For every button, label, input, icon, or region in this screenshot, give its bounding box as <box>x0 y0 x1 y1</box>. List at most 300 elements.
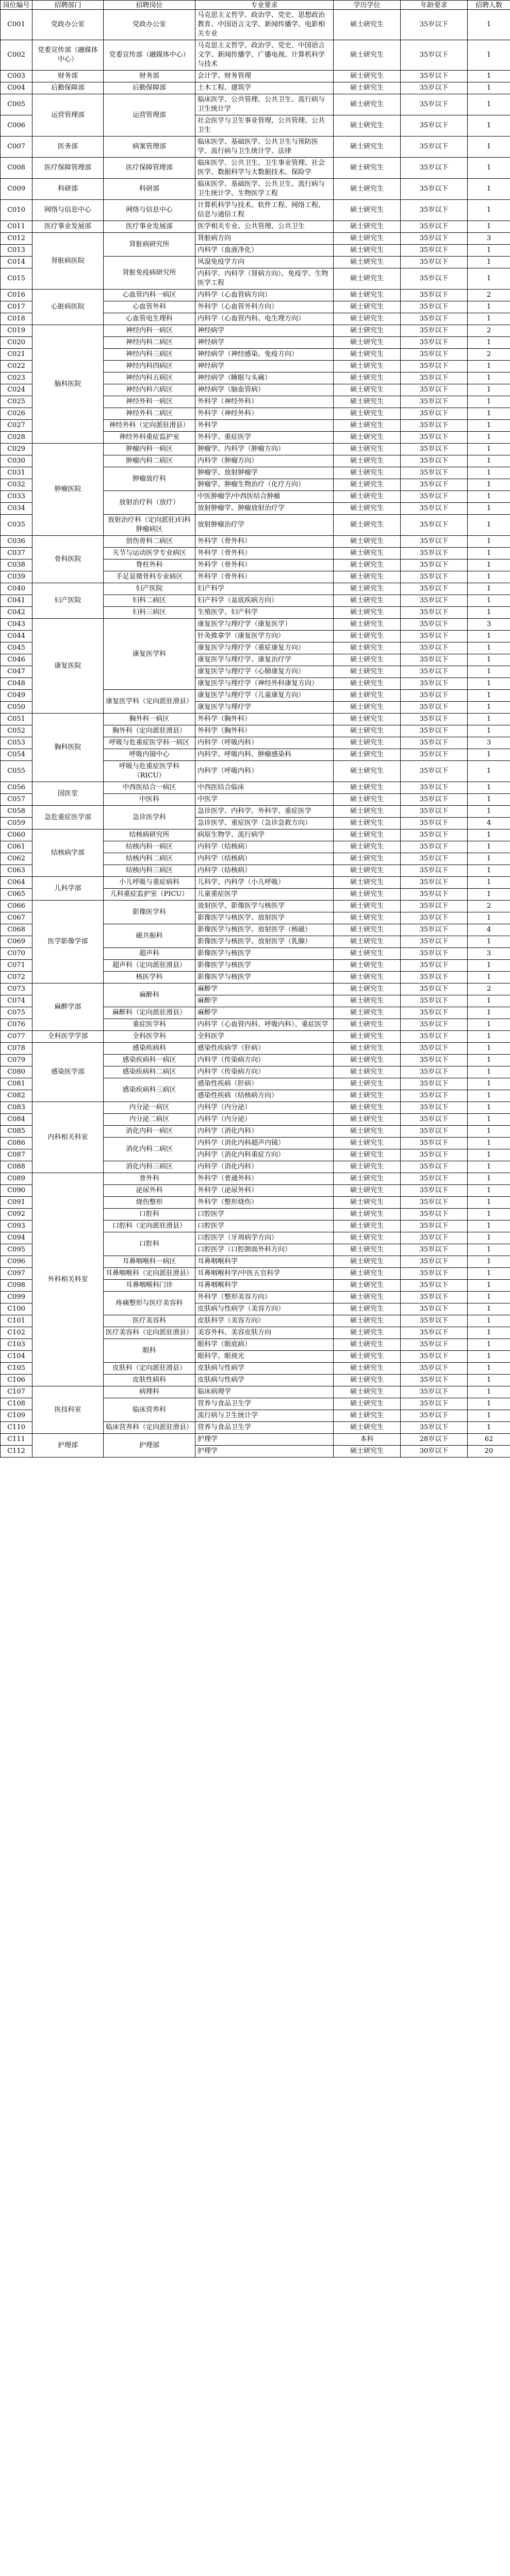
cell-department: 国医堂 <box>32 782 104 806</box>
cell-count: 1 <box>468 1256 510 1268</box>
cell-count: 2 <box>468 901 510 912</box>
cell-age: 35岁以下 <box>401 467 468 479</box>
cell-age: 35岁以下 <box>401 515 468 536</box>
cell-age: 35岁以下 <box>401 233 468 245</box>
cell-post-code: C061 <box>1 841 32 853</box>
cell-position: 消化内科二病区 <box>104 1138 195 1161</box>
cell-age: 35岁以下 <box>401 372 468 384</box>
cell-major: 中医学 <box>195 794 334 806</box>
cell-degree: 硕士研究生 <box>334 1386 401 1398</box>
cell-major: 影像医学与核医学 <box>195 960 334 972</box>
cell-degree: 硕士研究生 <box>334 408 401 420</box>
cell-degree: 硕士研究生 <box>334 349 401 361</box>
cell-post-code: C045 <box>1 642 32 654</box>
cell-position: 后勤保障部 <box>104 82 195 94</box>
cell-degree: 硕士研究生 <box>334 841 401 853</box>
cell-major: 内科学（消化内科重症方向） <box>195 1149 334 1161</box>
cell-count: 1 <box>468 1019 510 1031</box>
cell-degree: 硕士研究生 <box>334 491 401 503</box>
cell-age: 35岁以下 <box>401 1280 468 1292</box>
cell-age: 35岁以下 <box>401 337 468 349</box>
cell-degree: 硕士研究生 <box>334 901 401 912</box>
cell-degree: 本科 <box>334 1434 401 1446</box>
table-row <box>1 536 510 548</box>
cell-age: 35岁以下 <box>401 806 468 818</box>
cell-count: 1 <box>468 1339 510 1351</box>
cell-age: 35岁以下 <box>401 782 468 794</box>
cell-degree: 硕士研究生 <box>334 782 401 794</box>
cell-position: 运营管理部 <box>104 94 195 137</box>
cell-position: 科研部 <box>104 179 195 200</box>
cell-department: 麻醉学部 <box>32 984 104 1031</box>
cell-major: 外科学（神经外科） <box>195 396 334 408</box>
cell-major: 神经病学 <box>195 325 334 337</box>
cell-post-code: C018 <box>1 313 32 325</box>
cell-position: 口腔科 <box>104 1232 195 1256</box>
cell-count: 1 <box>468 642 510 654</box>
cell-degree: 硕士研究生 <box>334 1055 401 1066</box>
cell-major: 肿瘤学、内科学（肿瘤方向） <box>195 444 334 455</box>
cell-age: 35岁以下 <box>401 725 468 737</box>
cell-count: 1 <box>468 1149 510 1161</box>
cell-degree: 硕士研究生 <box>334 1398 401 1410</box>
cell-position: 中医科 <box>104 794 195 806</box>
cell-count: 1 <box>468 666 510 678</box>
table-row <box>1 158 510 179</box>
cell-post-code: C076 <box>1 1019 32 1031</box>
cell-major: 麻醉学 <box>195 1007 334 1019</box>
cell-major: 临床医学、公共卫生、卫生事业管理、社会医学、数据科学与大数据技术、保险学 <box>195 158 334 179</box>
cell-major: 感染性疾病学（肝病） <box>195 1043 334 1055</box>
header-post-code: 岗位编号 <box>1 1 32 10</box>
cell-position: 妇科三病区 <box>104 607 195 619</box>
cell-degree: 硕士研究生 <box>334 325 401 337</box>
cell-age: 35岁以下 <box>401 503 468 515</box>
cell-major: 营养与食品卫生学 <box>195 1422 334 1434</box>
cell-count: 1 <box>468 1221 510 1232</box>
cell-degree: 硕士研究生 <box>334 1019 401 1031</box>
cell-degree: 硕士研究生 <box>334 221 401 233</box>
table-row <box>1 984 510 995</box>
cell-post-code: C093 <box>1 1221 32 1232</box>
cell-major: 放射医学、影像医学与核医学 <box>195 901 334 912</box>
cell-post-code: C016 <box>1 290 32 301</box>
cell-age: 35岁以下 <box>401 702 468 714</box>
cell-major: 内科学（心血管内科、呼吸内科）、重症医学 <box>195 1019 334 1031</box>
cell-post-code: C067 <box>1 912 32 924</box>
cell-major: 康复医学与理疗学（儿童康复方向） <box>195 690 334 702</box>
cell-age: 35岁以下 <box>401 829 468 841</box>
cell-major: 内科学（内分泌） <box>195 1114 334 1126</box>
cell-count: 1 <box>468 1303 510 1315</box>
cell-age: 35岁以下 <box>401 865 468 877</box>
cell-post-code: C092 <box>1 1209 32 1221</box>
cell-degree: 硕士研究生 <box>334 384 401 396</box>
cell-major: 肿瘤学、肿瘤生物治疗（化疗方向） <box>195 479 334 491</box>
cell-count: 3 <box>468 233 510 245</box>
cell-age: 35岁以下 <box>401 158 468 179</box>
cell-count: 1 <box>468 595 510 607</box>
cell-count: 1 <box>468 1126 510 1138</box>
cell-position: 神经内科一病区 <box>104 325 195 337</box>
cell-degree: 硕士研究生 <box>334 515 401 536</box>
cell-count: 1 <box>468 137 510 158</box>
cell-count: 1 <box>468 853 510 865</box>
cell-major: 流行病与卫生统计学 <box>195 1410 334 1422</box>
cell-department: 党政办公室 <box>32 10 104 40</box>
cell-position: 肿瘤内科一病区 <box>104 444 195 455</box>
table-row <box>1 82 510 94</box>
cell-degree: 硕士研究生 <box>334 1007 401 1019</box>
cell-post-code: C109 <box>1 1410 32 1422</box>
cell-post-code: C080 <box>1 1066 32 1078</box>
cell-degree: 硕士研究生 <box>334 1149 401 1161</box>
cell-age: 35岁以下 <box>401 1031 468 1043</box>
cell-post-code: C107 <box>1 1386 32 1398</box>
cell-department: 医技科室 <box>32 1386 104 1434</box>
cell-degree: 硕士研究生 <box>334 420 401 432</box>
cell-major: 外科学（骨外科） <box>195 560 334 571</box>
cell-post-code: C017 <box>1 301 32 313</box>
cell-degree: 硕士研究生 <box>334 40 401 71</box>
cell-age: 35岁以下 <box>401 200 468 221</box>
cell-post-code: C007 <box>1 137 32 158</box>
cell-position: 康复医学科（定向派驻滑县） <box>104 690 195 714</box>
cell-major: 美容外科、美容皮肤方向 <box>195 1327 334 1339</box>
cell-position: 结核内科三病区 <box>104 865 195 877</box>
cell-age: 35岁以下 <box>401 571 468 583</box>
cell-degree: 硕士研究生 <box>334 936 401 948</box>
cell-degree: 硕士研究生 <box>334 995 401 1007</box>
cell-position: 皮肤科（定向派驻滑县） <box>104 1363 195 1375</box>
cell-major: 口腔医学 <box>195 1209 334 1221</box>
cell-count: 1 <box>468 654 510 666</box>
cell-position: 创伤骨科二病区 <box>104 536 195 548</box>
cell-count: 1 <box>468 725 510 737</box>
cell-degree: 硕士研究生 <box>334 1173 401 1185</box>
cell-age: 35岁以下 <box>401 1043 468 1055</box>
cell-degree: 硕士研究生 <box>334 924 401 936</box>
cell-post-code: C089 <box>1 1173 32 1185</box>
cell-major: 风湿免疫学方向 <box>195 257 334 268</box>
cell-post-code: C040 <box>1 583 32 595</box>
table-row <box>1 179 510 200</box>
cell-degree: 硕士研究生 <box>334 877 401 889</box>
cell-age: 35岁以下 <box>401 1007 468 1019</box>
cell-count: 1 <box>468 761 510 782</box>
cell-degree: 硕士研究生 <box>334 642 401 654</box>
cell-degree: 硕士研究生 <box>334 179 401 200</box>
cell-position: 麻醉科（定向派驻滑县） <box>104 1007 195 1019</box>
cell-age: 28岁以下 <box>401 1434 468 1446</box>
cell-degree: 硕士研究生 <box>334 444 401 455</box>
cell-degree: 硕士研究生 <box>334 1126 401 1138</box>
cell-position: 关节与运动医学专业病区 <box>104 548 195 560</box>
cell-major: 康复医学与理疗学（神经外科康复方向） <box>195 678 334 690</box>
cell-major: 内科学（结核病） <box>195 865 334 877</box>
cell-post-code: C073 <box>1 984 32 995</box>
cell-degree: 硕士研究生 <box>334 654 401 666</box>
cell-position: 结核内科一病区 <box>104 841 195 853</box>
cell-major: 内科学、内科学（肾病方向）、免疫学、生物医学工程 <box>195 268 334 290</box>
cell-position: 财务部 <box>104 71 195 82</box>
table-row <box>1 1386 510 1398</box>
cell-post-code: C049 <box>1 690 32 702</box>
cell-post-code: C075 <box>1 1007 32 1019</box>
cell-department: 科研部 <box>32 179 104 200</box>
cell-major: 内科学（结核病） <box>195 853 334 865</box>
cell-degree: 硕士研究生 <box>334 1043 401 1055</box>
cell-age: 35岁以下 <box>401 71 468 82</box>
cell-degree: 硕士研究生 <box>334 455 401 467</box>
table-row <box>1 829 510 841</box>
cell-degree: 硕士研究生 <box>334 583 401 595</box>
cell-position: 影像医学科 <box>104 901 195 924</box>
cell-major: 土木工程、建筑学 <box>195 82 334 94</box>
cell-position: 超声科 <box>104 948 195 960</box>
cell-age: 35岁以下 <box>401 349 468 361</box>
cell-count: 20 <box>468 1446 510 1458</box>
cell-position: 小儿呼吸与重症病科 <box>104 877 195 889</box>
cell-position: 重症医学科 <box>104 1019 195 1031</box>
cell-count: 1 <box>468 912 510 924</box>
cell-degree: 硕士研究生 <box>334 467 401 479</box>
cell-age: 35岁以下 <box>401 1327 468 1339</box>
cell-position: 脊柱外科 <box>104 560 195 571</box>
table-row <box>1 325 510 337</box>
cell-age: 35岁以下 <box>401 1268 468 1280</box>
cell-age: 35岁以下 <box>401 1066 468 1078</box>
cell-count: 1 <box>468 1138 510 1149</box>
cell-count: 1 <box>468 1209 510 1221</box>
cell-age: 35岁以下 <box>401 1209 468 1221</box>
cell-degree: 硕士研究生 <box>334 337 401 349</box>
cell-count: 2 <box>468 349 510 361</box>
cell-department: 骨科医院 <box>32 536 104 583</box>
cell-major: 外科学（普通外科） <box>195 1173 334 1185</box>
cell-position: 神经外科（定向派驻滑县） <box>104 420 195 432</box>
cell-post-code: C048 <box>1 678 32 690</box>
cell-department: 急危重症医学部 <box>32 806 104 829</box>
cell-major: 儿科学、内科学（小儿呼吸） <box>195 877 334 889</box>
cell-count: 1 <box>468 877 510 889</box>
cell-post-code: C090 <box>1 1185 32 1197</box>
cell-degree: 硕士研究生 <box>334 1138 401 1149</box>
cell-count: 1 <box>468 1268 510 1280</box>
cell-post-code: C019 <box>1 325 32 337</box>
cell-post-code: C072 <box>1 972 32 984</box>
cell-degree: 硕士研究生 <box>334 972 401 984</box>
cell-degree: 硕士研究生 <box>334 1363 401 1375</box>
cell-count: 2 <box>468 325 510 337</box>
cell-major: 内科学（心血管内科、电生理方向） <box>195 313 334 325</box>
cell-age: 35岁以下 <box>401 1315 468 1327</box>
cell-count: 1 <box>468 71 510 82</box>
cell-position: 病理科 <box>104 1386 195 1398</box>
cell-age: 35岁以下 <box>401 761 468 782</box>
cell-post-code: C099 <box>1 1292 32 1303</box>
cell-degree: 硕士研究生 <box>334 1197 401 1209</box>
cell-count: 1 <box>468 361 510 372</box>
cell-post-code: C054 <box>1 749 32 761</box>
cell-post-code: C095 <box>1 1244 32 1256</box>
cell-major: 耳鼻咽喉科学 <box>195 1280 334 1292</box>
cell-department: 妇产医院 <box>32 583 104 619</box>
cell-post-code: C014 <box>1 257 32 268</box>
cell-post-code: C003 <box>1 71 32 82</box>
cell-major: 临床医学、基础医学、公共卫生、流行病与卫生统计学、生物医学工程 <box>195 179 334 200</box>
cell-count: 1 <box>468 432 510 444</box>
cell-post-code: C057 <box>1 794 32 806</box>
cell-count: 1 <box>468 301 510 313</box>
table-row <box>1 714 510 725</box>
cell-post-code: C096 <box>1 1256 32 1268</box>
cell-post-code: C043 <box>1 619 32 631</box>
cell-degree: 硕士研究生 <box>334 1327 401 1339</box>
cell-degree: 硕士研究生 <box>334 268 401 290</box>
cell-post-code: C059 <box>1 818 32 829</box>
cell-post-code: C012 <box>1 233 32 245</box>
cell-age: 35岁以下 <box>401 654 468 666</box>
cell-position: 神经内科五病区 <box>104 372 195 384</box>
cell-age: 35岁以下 <box>401 818 468 829</box>
cell-major: 内科学（肿瘤方向） <box>195 455 334 467</box>
cell-major: 医学相关专业、公共管理、公共卫生 <box>195 221 334 233</box>
cell-position: 临床营养科（定向派驻滑县） <box>104 1422 195 1434</box>
cell-degree: 硕士研究生 <box>334 1161 401 1173</box>
cell-major: 中医肿瘤学/中西医结合肿瘤 <box>195 491 334 503</box>
cell-major: 口腔医学（口腔颌面外科方向） <box>195 1244 334 1256</box>
cell-age: 35岁以下 <box>401 972 468 984</box>
cell-count: 1 <box>468 702 510 714</box>
cell-count: 1 <box>468 1102 510 1114</box>
cell-post-code: C036 <box>1 536 32 548</box>
header-age: 年龄要求 <box>401 1 468 10</box>
cell-age: 35岁以下 <box>401 245 468 257</box>
cell-age: 35岁以下 <box>401 1292 468 1303</box>
cell-count: 1 <box>468 1173 510 1185</box>
cell-major: 麻醉学 <box>195 995 334 1007</box>
table-row <box>1 619 510 631</box>
cell-age: 35岁以下 <box>401 257 468 268</box>
cell-count: 1 <box>468 245 510 257</box>
cell-position: 中西医结合一病区 <box>104 782 195 794</box>
cell-degree: 硕士研究生 <box>334 1375 401 1386</box>
cell-count: 2 <box>468 984 510 995</box>
cell-department: 医疗保障管理部 <box>32 158 104 179</box>
cell-degree: 硕士研究生 <box>334 1221 401 1232</box>
cell-degree: 硕士研究生 <box>334 1244 401 1256</box>
cell-degree: 硕士研究生 <box>334 82 401 94</box>
cell-count: 1 <box>468 1078 510 1090</box>
cell-count: 1 <box>468 560 510 571</box>
cell-degree: 硕士研究生 <box>334 714 401 725</box>
cell-degree: 硕士研究生 <box>334 1031 401 1043</box>
cell-count: 1 <box>468 841 510 853</box>
cell-department: 内科相关科室 <box>32 1102 104 1173</box>
cell-department: 康复医院 <box>32 619 104 714</box>
cell-position: 神经内科四病区 <box>104 361 195 372</box>
cell-degree: 硕士研究生 <box>334 1422 401 1434</box>
cell-count: 1 <box>468 1363 510 1375</box>
table-row <box>1 40 510 71</box>
cell-post-code: C039 <box>1 571 32 583</box>
cell-major: 外科学 <box>195 420 334 432</box>
cell-position: 超声科（定向派驻滑县） <box>104 960 195 972</box>
cell-position: 消化内科三病区 <box>104 1161 195 1173</box>
cell-degree: 硕士研究生 <box>334 853 401 865</box>
cell-degree: 硕士研究生 <box>334 761 401 782</box>
cell-position: 耳鼻咽喉科（定向派驻滑县） <box>104 1268 195 1280</box>
cell-age: 35岁以下 <box>401 749 468 761</box>
cell-count: 1 <box>468 467 510 479</box>
cell-post-code: C069 <box>1 936 32 948</box>
cell-post-code: C024 <box>1 384 32 396</box>
cell-count: 1 <box>468 396 510 408</box>
cell-count: 1 <box>468 40 510 71</box>
cell-age: 35岁以下 <box>401 1244 468 1256</box>
cell-degree: 硕士研究生 <box>334 536 401 548</box>
cell-degree: 硕士研究生 <box>334 548 401 560</box>
cell-post-code: C102 <box>1 1327 32 1339</box>
cell-count: 1 <box>468 548 510 560</box>
cell-post-code: C078 <box>1 1043 32 1055</box>
cell-major: 社会医学与卫生事业管理、公共管理、公共卫生 <box>195 115 334 137</box>
table-row <box>1 71 510 82</box>
cell-degree: 硕士研究生 <box>334 290 401 301</box>
cell-degree: 硕士研究生 <box>334 865 401 877</box>
table-row <box>1 877 510 889</box>
cell-count: 1 <box>468 1375 510 1386</box>
cell-post-code: C103 <box>1 1339 32 1351</box>
table-header-row <box>1 1 510 10</box>
cell-post-code: C104 <box>1 1351 32 1363</box>
cell-position: 党政办公室 <box>104 10 195 40</box>
cell-degree: 硕士研究生 <box>334 94 401 115</box>
cell-age: 35岁以下 <box>401 361 468 372</box>
cell-position: 结核病研究所 <box>104 829 195 841</box>
cell-major: 内科学（呼吸内科） <box>195 761 334 782</box>
cell-major: 急诊医学、内科学、外科学、重症医学 <box>195 806 334 818</box>
cell-age: 35岁以下 <box>401 631 468 642</box>
cell-age: 35岁以下 <box>401 479 468 491</box>
cell-age: 35岁以下 <box>401 10 468 40</box>
cell-post-code: C051 <box>1 714 32 725</box>
cell-count: 1 <box>468 972 510 984</box>
cell-degree: 硕士研究生 <box>334 806 401 818</box>
cell-post-code: C044 <box>1 631 32 642</box>
cell-count: 1 <box>468 1410 510 1422</box>
cell-degree: 硕士研究生 <box>334 595 401 607</box>
cell-post-code: C006 <box>1 115 32 137</box>
table-row <box>1 806 510 818</box>
table-row <box>1 1434 510 1446</box>
cell-major: 临床医学、公共管理、公共卫生、流行病与卫生统计学 <box>195 94 334 115</box>
cell-post-code: C032 <box>1 479 32 491</box>
cell-position: 耳鼻咽喉科门诊 <box>104 1280 195 1292</box>
cell-major: 外科学（神经外科） <box>195 408 334 420</box>
cell-age: 35岁以下 <box>401 690 468 702</box>
cell-age: 35岁以下 <box>401 1138 468 1149</box>
cell-major: 内科学（结核病） <box>195 841 334 853</box>
cell-position: 临床营养科 <box>104 1398 195 1422</box>
cell-post-code: C038 <box>1 560 32 571</box>
cell-post-code: C086 <box>1 1138 32 1149</box>
cell-position: 核医学科 <box>104 972 195 984</box>
cell-age: 35岁以下 <box>401 1256 468 1268</box>
cell-degree: 硕士研究生 <box>334 432 401 444</box>
cell-count: 1 <box>468 1422 510 1434</box>
